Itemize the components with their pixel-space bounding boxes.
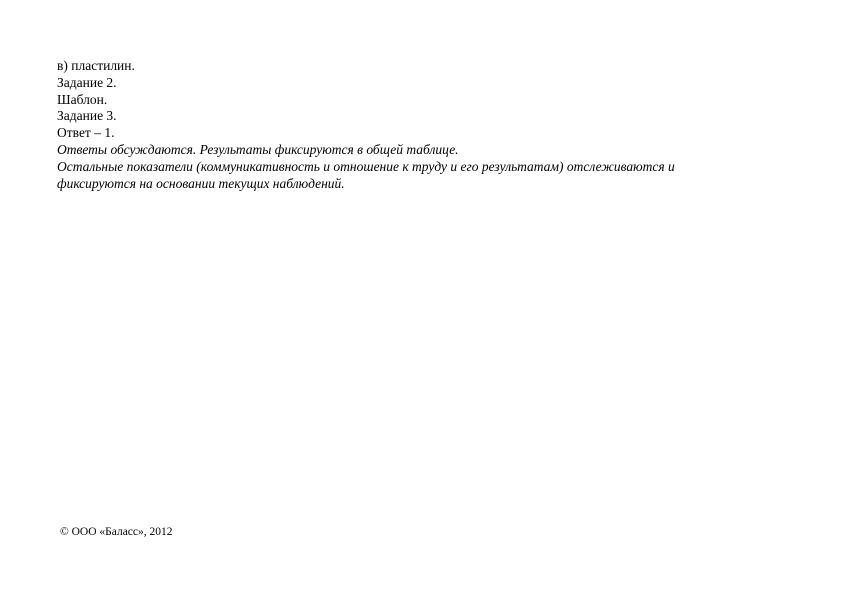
- copyright-footer: © ООО «Баласс», 2012: [60, 526, 173, 538]
- discussion-note: Ответы обсуждаются. Результаты фиксируются в общей таблице.: [57, 141, 459, 157]
- page-content: [57, 58, 777, 192]
- task-2-heading: Задание 2.: [57, 74, 117, 90]
- task-2-answer: Шаблон.: [57, 91, 108, 107]
- task-3-heading: Задание 3.: [57, 108, 117, 124]
- task-3-answer: Ответ – 1.: [57, 125, 115, 141]
- indicators-note-line-1: Остальные показатели (коммуникативность и отношение к труду и его результатам) отслеживаются и: [57, 158, 675, 174]
- indicators-note-line-2: фиксируются на основании текущих наблюдений.: [57, 175, 345, 191]
- answer-option-c: в) пластилин.: [57, 58, 135, 73]
